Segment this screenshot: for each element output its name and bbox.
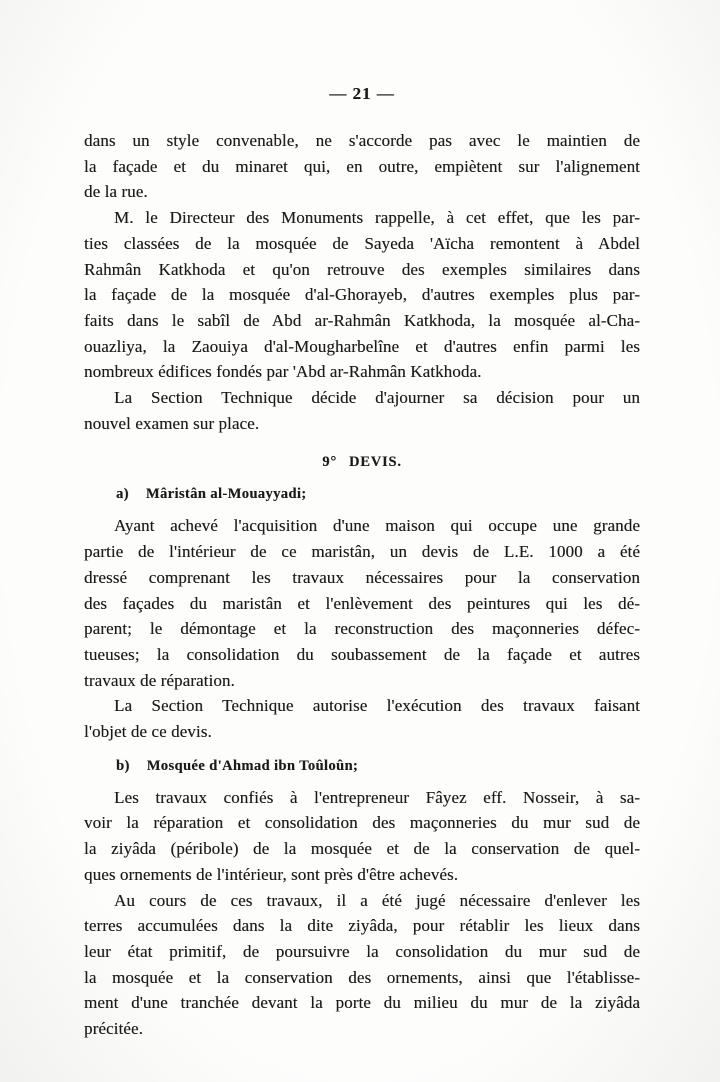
text-line: la façade de la mosquée d'al-Ghorayeb, d'autres exemples plus par- (84, 285, 640, 305)
text-line: M. le Directeur des Monuments rappelle, à cet effet, que les par- (114, 208, 640, 228)
text-line: ques ornements de l'intérieur, sont près d'être achevés. (84, 864, 459, 884)
paragraph (84, 385, 640, 436)
text-line: partie de l'intérieur de ce maristân, un devis de L.E. 1000 a été (84, 542, 640, 562)
text-line: ment d'une tranchée devant la porte du milieu du mur de la ziyâda (84, 993, 640, 1013)
text-line: voir la réparation et consolidation des maçonneries du mur sud de (84, 813, 640, 833)
paragraph (84, 888, 640, 1042)
paragraph (84, 205, 640, 385)
text-line: dressé comprenant les travaux nécessaires pour la conservation (84, 567, 640, 587)
text-line: des façades du maristân et l'enlèvement des peintures qui les dé- (84, 593, 640, 613)
text-line: dans un style convenable, ne s'accorde pas avec le maintien de (84, 131, 640, 150)
item-heading-title: Mosquée d'Ahmad ibn Toûloûn; (146, 757, 359, 774)
section-heading-title: DEVIS. (348, 454, 402, 471)
text-line: l'objet de ce devis. (84, 722, 212, 742)
paragraph (84, 513, 640, 693)
document-body (84, 128, 640, 1042)
text-line: précitée. (84, 1019, 143, 1039)
text-line: La Section Technique autorise l'exécution des travaux faisant (114, 696, 640, 716)
text-line: La Section Technique décide d'ajourner sa décision pour un (114, 388, 640, 408)
paragraph (84, 785, 640, 888)
text-line: parent; le démontage et la reconstruction des maçonneries défec- (84, 619, 640, 639)
paragraph (84, 693, 640, 744)
text-line: nombreux édifices fondés par 'Abd ar-Rahmân Katkhoda. (84, 362, 482, 382)
text-line: la façade et du minaret qui, en outre, empiètent sur l'alignement (84, 156, 640, 176)
text-line: Les travaux confiés à l'entrepreneur Fâyez eff. Nosseir, à sa- (114, 787, 640, 807)
section-heading-label: 9° (322, 454, 337, 471)
text-line: tueuses; la consolidation du soubassement de la façade et autres (84, 644, 640, 664)
item-heading-label: a) (116, 486, 129, 503)
text-line: travaux de réparation. (84, 670, 235, 690)
section-heading (84, 451, 640, 473)
item-heading (84, 483, 640, 505)
text-line: leur état primitif, de poursuivre la consolidation du mur sud de (84, 941, 640, 961)
text-line: Rahmân Katkhoda et qu'on retrouve des exemples similaires dans (84, 259, 640, 279)
text-line: la mosquée et la conservation des ornements, ainsi que l'établisse- (84, 967, 640, 987)
page-number: — 21 — (329, 84, 395, 103)
text-line: faits dans le sabîl de Abd ar-Rahmân Katkhoda, la mosquée al-Cha- (84, 310, 640, 330)
item-heading (84, 755, 640, 777)
item-heading-title: Mâristân al-Mouayyadi; (145, 486, 307, 503)
text-line: Au cours de ces travaux, il a été jugé nécessaire d'enlever les (114, 890, 640, 910)
text-line: ouazliya, la Zaouiya d'al-Mougharbelîne et d'autres enfin parmi les (84, 336, 640, 356)
text-line: terres accumulées dans la dite ziyâda, pour rétablir les lieux dans (84, 916, 640, 936)
item-heading-label: b) (116, 757, 130, 774)
text-line: Ayant achevé l'acquisition d'une maison qui occupe une grande (114, 516, 640, 536)
text-line: ties classées de la mosquée de Sayeda 'Aïcha remontent à Abdel (84, 233, 640, 253)
text-line: nouvel examen sur place. (84, 413, 260, 433)
text-line: de la rue. (84, 182, 148, 202)
text-line: la ziyâda (péribole) de la mosquée et de la conservation de quel- (84, 839, 640, 859)
paragraph (84, 128, 640, 205)
